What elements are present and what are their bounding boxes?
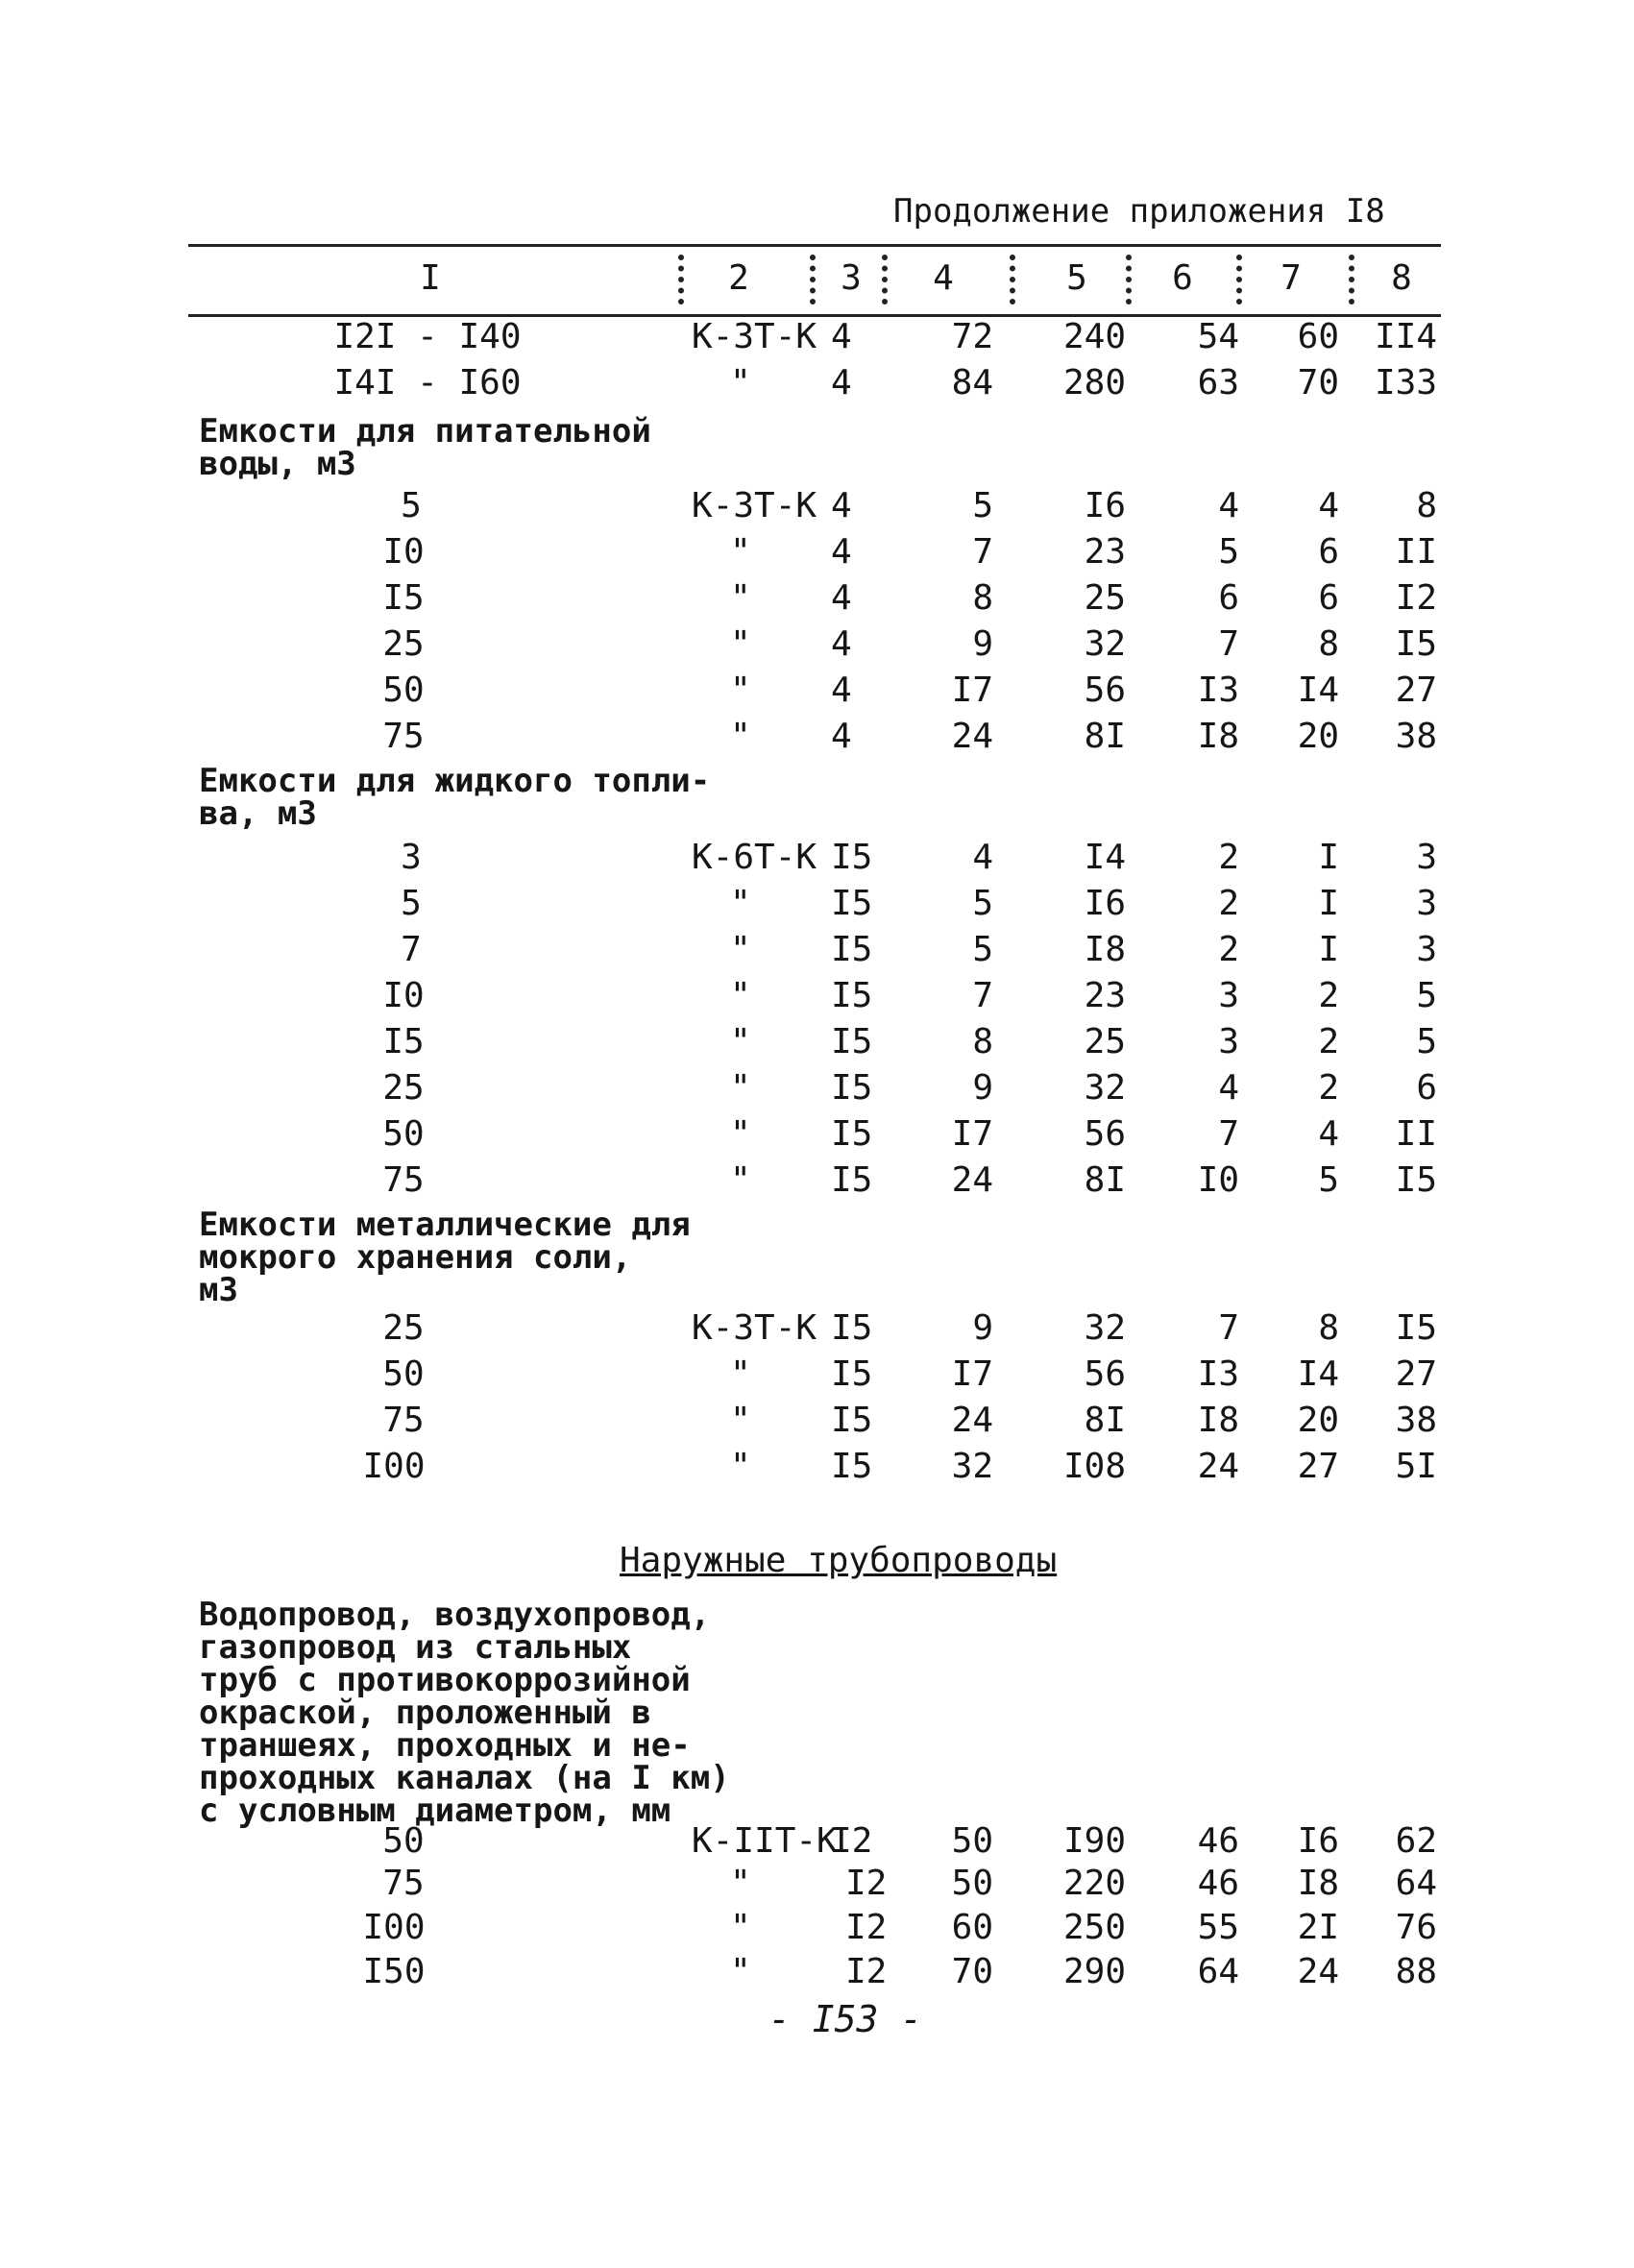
- cell-col7: 6: [1318, 578, 1339, 618]
- cell-col5: 240: [1062, 317, 1126, 356]
- cell-col6: I3: [1197, 671, 1239, 710]
- table-row: [0, 930, 1634, 974]
- cell-col4: 70: [951, 1952, 993, 1991]
- cell-col7: 2: [1318, 1022, 1339, 1061]
- header-col-3: 3: [841, 258, 862, 298]
- cell-col8: 6: [1416, 1068, 1437, 1108]
- cell-code: ": [730, 1022, 751, 1061]
- column-separator: [678, 255, 684, 305]
- column-separator: [1010, 255, 1015, 305]
- cell-col8: 3: [1416, 930, 1437, 969]
- cell-col6: I8: [1197, 717, 1239, 756]
- cell-name: I5: [382, 578, 425, 618]
- cell-col3: I2: [831, 1821, 873, 1861]
- cell-col6: 24: [1197, 1447, 1239, 1486]
- cell-col6: 7: [1218, 1114, 1239, 1154]
- cell-col4: I7: [951, 671, 993, 710]
- table-row: [0, 838, 1634, 882]
- group-title-line: Емкости металлические для: [199, 1206, 691, 1244]
- cell-name: I00: [362, 1447, 426, 1486]
- cell-col8: 5: [1416, 1022, 1437, 1061]
- table-row: [0, 717, 1634, 761]
- cell-col5: I08: [1062, 1447, 1126, 1486]
- table-row: [0, 1908, 1634, 1952]
- cell-col6: 2: [1218, 930, 1239, 969]
- cell-col4: 7: [972, 532, 993, 572]
- cell-col5: I6: [1084, 486, 1126, 525]
- group-title: [199, 412, 651, 483]
- cell-col5: 250: [1062, 1908, 1126, 1947]
- header-col-2: 2: [728, 258, 749, 298]
- cell-code: ": [730, 1354, 751, 1394]
- table-row: [0, 1401, 1634, 1445]
- cell-col3: I5: [831, 1401, 873, 1440]
- cell-col4: 7: [972, 976, 993, 1015]
- cell-col5: I4: [1084, 838, 1126, 877]
- cell-col8: I5: [1395, 624, 1437, 664]
- cell-code: ": [730, 1908, 751, 1947]
- cell-col6: 46: [1197, 1821, 1239, 1861]
- cell-col5: 8I: [1084, 717, 1126, 756]
- cell-col4: 4: [972, 838, 993, 877]
- table-row: [0, 976, 1634, 1020]
- cell-col7: I6: [1297, 1821, 1339, 1861]
- cell-col6: 4: [1218, 486, 1239, 525]
- cell-col3: I5: [831, 930, 873, 969]
- table-header: [188, 244, 1441, 317]
- cell-name: I00: [362, 1908, 426, 1947]
- cell-col3: I5: [831, 884, 873, 923]
- cell-name: I50: [362, 1952, 426, 1991]
- cell-code: ": [730, 1447, 751, 1486]
- cell-col3: 4: [831, 717, 852, 756]
- section-heading: Наружные трубопроводы: [620, 1541, 1058, 1580]
- cell-code: ": [730, 532, 751, 572]
- header-col-6: 6: [1172, 258, 1193, 298]
- cell-code: К-3Т-К: [692, 317, 817, 356]
- cell-col5: I8: [1084, 930, 1126, 969]
- cell-col3: 4: [831, 363, 852, 402]
- group-title: [199, 1206, 691, 1309]
- table-row: [0, 578, 1634, 622]
- cell-code: К-3Т-К: [692, 1308, 817, 1348]
- cell-col7: 20: [1297, 1401, 1339, 1440]
- cell-code: ": [730, 1068, 751, 1108]
- cell-col4: 84: [951, 363, 993, 402]
- group-title-line: траншеях, проходных и не-: [199, 1726, 691, 1765]
- cell-col4: 50: [951, 1864, 993, 1903]
- cell-code: ": [730, 578, 751, 618]
- group-title-line: воды, м3: [199, 445, 356, 483]
- cell-col7: 70: [1297, 363, 1339, 402]
- group-title-line: труб с противокоррозийной: [199, 1661, 691, 1699]
- cell-col4: 50: [951, 1821, 993, 1861]
- cell-col7: 2: [1318, 976, 1339, 1015]
- cell-code: ": [730, 930, 751, 969]
- cell-name: 3: [401, 838, 422, 877]
- cell-col5: 25: [1084, 1022, 1126, 1061]
- cell-col8: I2: [1395, 578, 1437, 618]
- cell-code: ": [730, 1114, 751, 1154]
- table-row: [0, 317, 1634, 361]
- cell-name: 50: [382, 671, 425, 710]
- cell-col5: 220: [1062, 1864, 1126, 1903]
- table-row: [0, 1864, 1634, 1908]
- cell-col6: I3: [1197, 1354, 1239, 1394]
- cell-col7: 8: [1318, 624, 1339, 664]
- cell-col4: 9: [972, 1308, 993, 1348]
- cell-name: 75: [382, 1401, 425, 1440]
- cell-col5: 32: [1084, 624, 1126, 664]
- cell-name: 75: [382, 1864, 425, 1903]
- cell-col5: 56: [1084, 671, 1126, 710]
- cell-col7: I4: [1297, 671, 1339, 710]
- cell-col5: 56: [1084, 1354, 1126, 1394]
- cell-col5: I90: [1062, 1821, 1126, 1861]
- cell-col7: 24: [1297, 1952, 1339, 1991]
- cell-col4: 8: [972, 578, 993, 618]
- cell-col6: 55: [1197, 1908, 1239, 1947]
- cell-col8: 5: [1416, 976, 1437, 1015]
- group-title-line: окраской, проложенный в: [199, 1694, 651, 1732]
- table-row: [0, 1354, 1634, 1399]
- cell-col6: 7: [1218, 1308, 1239, 1348]
- cell-col8: I5: [1395, 1160, 1437, 1200]
- cell-col7: 5: [1318, 1160, 1339, 1200]
- group-title-line: проходных каналах (на I км): [199, 1759, 730, 1797]
- cell-name: I4I - I60: [333, 363, 522, 402]
- cell-col8: I33: [1374, 363, 1437, 402]
- cell-col3: I5: [831, 1114, 873, 1154]
- cell-code: ": [730, 717, 751, 756]
- cell-name: 25: [382, 1068, 425, 1108]
- cell-col6: I0: [1197, 1160, 1239, 1200]
- cell-name: 50: [382, 1821, 425, 1861]
- cell-col6: 3: [1218, 976, 1239, 1015]
- cell-col3: I5: [831, 1068, 873, 1108]
- cell-col5: 32: [1084, 1068, 1126, 1108]
- cell-name: 25: [382, 1308, 425, 1348]
- cell-col3: I2: [845, 1952, 888, 1991]
- cell-col7: 60: [1297, 317, 1339, 356]
- cell-col7: I: [1318, 838, 1339, 877]
- cell-col5: 32: [1084, 1308, 1126, 1348]
- cell-col3: I5: [831, 1160, 873, 1200]
- cell-col8: 27: [1395, 671, 1437, 710]
- cell-col3: I2: [845, 1908, 888, 1947]
- cell-col8: I5: [1395, 1308, 1437, 1348]
- group-title-line: Емкости для питательной: [199, 412, 651, 451]
- cell-col8: 64: [1395, 1864, 1437, 1903]
- cell-col3: 4: [831, 578, 852, 618]
- cell-col7: 2: [1318, 1068, 1339, 1108]
- table-row: [0, 1160, 1634, 1205]
- cell-col7: I: [1318, 930, 1339, 969]
- cell-col3: I2: [845, 1864, 888, 1903]
- table-row: [0, 532, 1634, 576]
- cell-col7: 27: [1297, 1447, 1339, 1486]
- cell-col5: 280: [1062, 363, 1126, 402]
- cell-name: 25: [382, 624, 425, 664]
- cell-code: К-IIТ-К: [692, 1821, 838, 1861]
- table-row: [0, 1308, 1634, 1353]
- cell-col8: 38: [1395, 717, 1437, 756]
- cell-name: 75: [382, 1160, 425, 1200]
- cell-col8: 38: [1395, 1401, 1437, 1440]
- cell-col5: 8I: [1084, 1160, 1126, 1200]
- cell-col3: 4: [831, 532, 852, 572]
- cell-col7: I8: [1297, 1864, 1339, 1903]
- cell-col6: 64: [1197, 1952, 1239, 1991]
- cell-col6: 2: [1218, 838, 1239, 877]
- cell-name: I2I - I40: [333, 317, 522, 356]
- group-title-line: с условным диаметром, мм: [199, 1792, 671, 1830]
- table-row: [0, 1022, 1634, 1066]
- cell-col3: I5: [831, 976, 873, 1015]
- column-separator: [810, 255, 816, 305]
- column-separator: [882, 255, 888, 305]
- group-title-line: мокрого хранения соли,: [199, 1238, 632, 1277]
- cell-col3: 4: [831, 317, 852, 356]
- cell-col7: 8: [1318, 1308, 1339, 1348]
- cell-col7: 6: [1318, 532, 1339, 572]
- cell-col8: 8: [1416, 486, 1437, 525]
- cell-code: ": [730, 884, 751, 923]
- cell-col8: 88: [1395, 1952, 1437, 1991]
- cell-name: 50: [382, 1114, 425, 1154]
- header-col-7: 7: [1280, 258, 1302, 298]
- cell-col4: 60: [951, 1908, 993, 1947]
- cell-code: ": [730, 1952, 751, 1991]
- cell-name: I5: [382, 1022, 425, 1061]
- table-row: [0, 1447, 1634, 1491]
- cell-col6: 6: [1218, 578, 1239, 618]
- cell-col4: 9: [972, 624, 993, 664]
- cell-col7: 4: [1318, 486, 1339, 525]
- cell-col4: 5: [972, 884, 993, 923]
- cell-col5: I6: [1084, 884, 1126, 923]
- cell-col3: I5: [831, 1022, 873, 1061]
- cell-col4: 72: [951, 317, 993, 356]
- cell-name: I0: [382, 532, 425, 572]
- cell-col8: 5I: [1395, 1447, 1437, 1486]
- cell-col6: 63: [1197, 363, 1239, 402]
- cell-code: ": [730, 1160, 751, 1200]
- table-row: [0, 363, 1634, 407]
- cell-code: К-3Т-К: [692, 486, 817, 525]
- cell-col7: I4: [1297, 1354, 1339, 1394]
- header-col-1: I: [420, 258, 441, 298]
- group-title-line: ва, м3: [199, 794, 317, 833]
- cell-col8: 76: [1395, 1908, 1437, 1947]
- group-title-line: м3: [199, 1271, 238, 1309]
- cell-col5: 23: [1084, 976, 1126, 1015]
- cell-code: ": [730, 671, 751, 710]
- cell-col6: 2: [1218, 884, 1239, 923]
- cell-name: I0: [382, 976, 425, 1015]
- cell-col6: 5: [1218, 532, 1239, 572]
- cell-col4: 24: [951, 1401, 993, 1440]
- cell-name: 75: [382, 717, 425, 756]
- cell-col5: 25: [1084, 578, 1126, 618]
- cell-col8: 62: [1395, 1821, 1437, 1861]
- cell-code: ": [730, 976, 751, 1015]
- cell-code: ": [730, 1401, 751, 1440]
- continuation-caption: Продолжение приложения I8: [893, 192, 1385, 231]
- group-title: [199, 762, 711, 833]
- cell-col4: 24: [951, 717, 993, 756]
- cell-col8: 27: [1395, 1354, 1437, 1394]
- column-separator: [1349, 255, 1354, 305]
- cell-col3: I5: [831, 1354, 873, 1394]
- cell-col5: 56: [1084, 1114, 1126, 1154]
- cell-col7: 2I: [1297, 1908, 1339, 1947]
- header-col-5: 5: [1066, 258, 1087, 298]
- cell-code: ": [730, 363, 751, 402]
- cell-col4: 9: [972, 1068, 993, 1108]
- cell-col8: II: [1395, 1114, 1437, 1154]
- cell-col6: I8: [1197, 1401, 1239, 1440]
- cell-col7: 4: [1318, 1114, 1339, 1154]
- cell-col3: 4: [831, 486, 852, 525]
- table-row: [0, 1114, 1634, 1158]
- table-row: [0, 1952, 1634, 1996]
- cell-col3: 4: [831, 624, 852, 664]
- column-separator: [1126, 255, 1132, 305]
- cell-col4: 8: [972, 1022, 993, 1061]
- cell-col6: 46: [1197, 1864, 1239, 1903]
- group-title: [199, 1596, 730, 1830]
- cell-name: 5: [401, 884, 422, 923]
- cell-col6: 3: [1218, 1022, 1239, 1061]
- cell-col3: I5: [831, 1308, 873, 1348]
- page-number: - I53 -: [768, 1998, 923, 2040]
- group-title-line: Емкости для жидкого топли-: [199, 762, 711, 800]
- table-row: [0, 671, 1634, 715]
- cell-col4: 5: [972, 486, 993, 525]
- cell-name: 50: [382, 1354, 425, 1394]
- cell-name: 7: [401, 930, 422, 969]
- cell-col6: 4: [1218, 1068, 1239, 1108]
- header-col-8: 8: [1391, 258, 1412, 298]
- table-row: [0, 1068, 1634, 1112]
- table-row: [0, 1821, 1634, 1866]
- cell-name: 5: [401, 486, 422, 525]
- group-title-line: Водопровод, воздухопровод,: [199, 1596, 711, 1634]
- cell-col4: 24: [951, 1160, 993, 1200]
- cell-col7: I: [1318, 884, 1339, 923]
- cell-col4: I7: [951, 1354, 993, 1394]
- table-row: [0, 884, 1634, 928]
- group-title-line: газопровод из стальных: [199, 1628, 632, 1667]
- cell-col8: 3: [1416, 838, 1437, 877]
- cell-col8: 3: [1416, 884, 1437, 923]
- cell-col4: I7: [951, 1114, 993, 1154]
- cell-col5: 8I: [1084, 1401, 1126, 1440]
- column-separator: [1236, 255, 1242, 305]
- cell-col3: I5: [831, 838, 873, 877]
- cell-col4: 32: [951, 1447, 993, 1486]
- cell-col5: 23: [1084, 532, 1126, 572]
- cell-col4: 5: [972, 930, 993, 969]
- cell-col7: 20: [1297, 717, 1339, 756]
- cell-col3: 4: [831, 671, 852, 710]
- cell-col3: I5: [831, 1447, 873, 1486]
- cell-col8: II: [1395, 532, 1437, 572]
- cell-code: ": [730, 1864, 751, 1903]
- cell-col6: 7: [1218, 624, 1239, 664]
- cell-code: ": [730, 624, 751, 664]
- header-col-4: 4: [933, 258, 954, 298]
- table-row: [0, 486, 1634, 530]
- cell-col6: 54: [1197, 317, 1239, 356]
- cell-code: К-6Т-К: [692, 838, 817, 877]
- cell-col8: II4: [1374, 317, 1437, 356]
- cell-col5: 290: [1062, 1952, 1126, 1991]
- table-row: [0, 624, 1634, 669]
